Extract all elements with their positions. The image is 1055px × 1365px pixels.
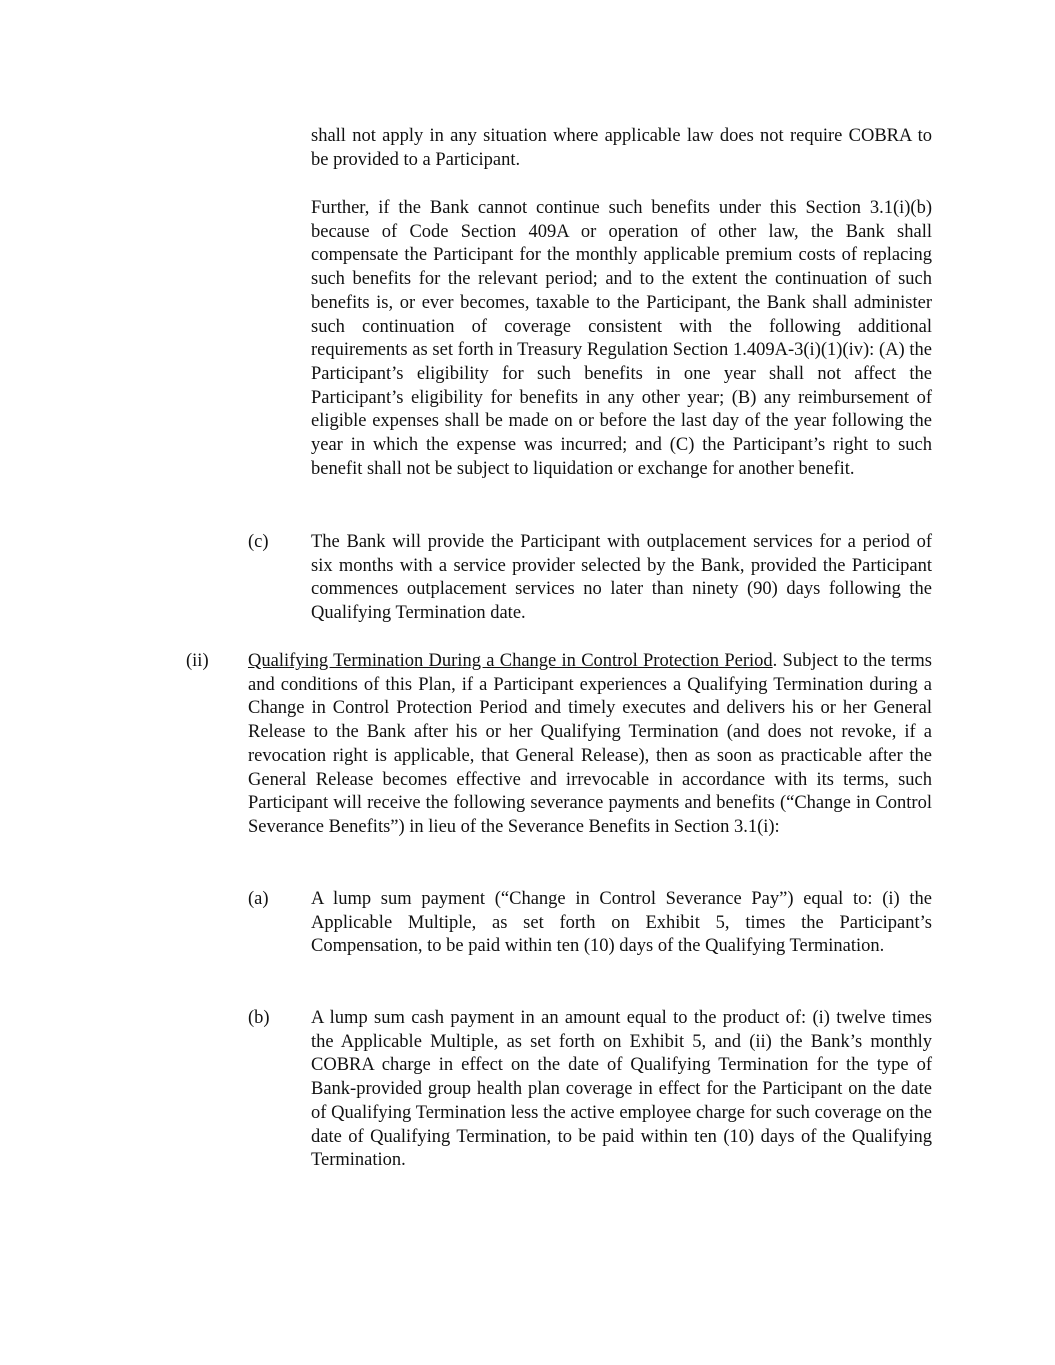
item-ii-a-label: (a) [248,889,269,909]
item-ii-b-paragraph: A lump sum cash payment in an amount equal to the product of: (i) twelve times the Applicable Multiple, as set forth on Exhibit 5, and (ii) the Bank’s monthly COBRA charge in effect on the date of Qualifying Termination for the type of Bank-provided group health plan coverage in effect for the Participant on the date of Qualifying Termination less the active employee charge for such coverage on the date of Qualifying Termination, to be paid within ten (10) days of the Qualifying Termination. [311,1008,932,1171]
item-ii-heading: Qualifying Termination During a Change in Control Protection Period [248,651,773,671]
item-c-label: (c) [248,532,269,552]
cobra-continuation-paragraph: shall not apply in any situation where applicable law does not require COBRA to be provided to a Participant. [311,126,932,170]
item-ii-paragraph [248,650,932,840]
item-ii-label: (ii) [186,651,209,671]
item-ii-a-paragraph: A lump sum payment (“Change in Control Severance Pay”) equal to: (i) the Applicable Multiple, as set forth on Exhibit 5, times the Participant’s Compensation, to be paid within ten (10) days of the Qualifying Termination. [311,889,932,957]
item-ii-b-label: (b) [248,1008,270,1028]
item-ii-text: . Subject to the terms and conditions of this Plan, if a Participant experiences a Qualifying Termination during a Change in Control Protection Period and timely executes and delivers his or her General Release to the Bank after his or her Qualifying Termination (and does not revoke, if a revocation right is applicable, that General Release), then as soon as practicable after the General Release becomes effective and irrevocable in accordance with its terms, such Participant will receive the following severance payments and benefits (“Change in Control Severance Benefits”) in lieu of the Severance Benefits in Section 3.1(i): [248,651,932,837]
item-c-paragraph: The Bank will provide the Participant with outplacement services for a period of six months with a service provider selected by the Bank, provided the Participant commences outplacement services no later than ninety (90) days following the Qualifying Termination date. [311,532,932,624]
further-paragraph: Further, if the Bank cannot continue such benefits under this Section 3.1(i)(b) because of Code Section 409A or operation of other law, the Bank shall compensate the Participant for the monthly applicable premium costs of replacing such benefits for the relevant period; and to the extent the continuation of such benefits is, or ever becomes, taxable to the Participant, the Bank shall administer such continuation of coverage consistent with the following additional requirements as set forth in Treasury Regulation Section 1.409A-3(i)(1)(iv): (A) the Participant’s eligibility for such benefits in one year shall not affect the Participant’s eligibility for benefits in any other year; (B) any reimbursement of eligible expenses shall be made on or before the last day of the year following the year in which the expense was incurred; and (C) the Participant’s right to such benefit shall not be subject to liquidation or exchange for another benefit. [311,198,932,479]
